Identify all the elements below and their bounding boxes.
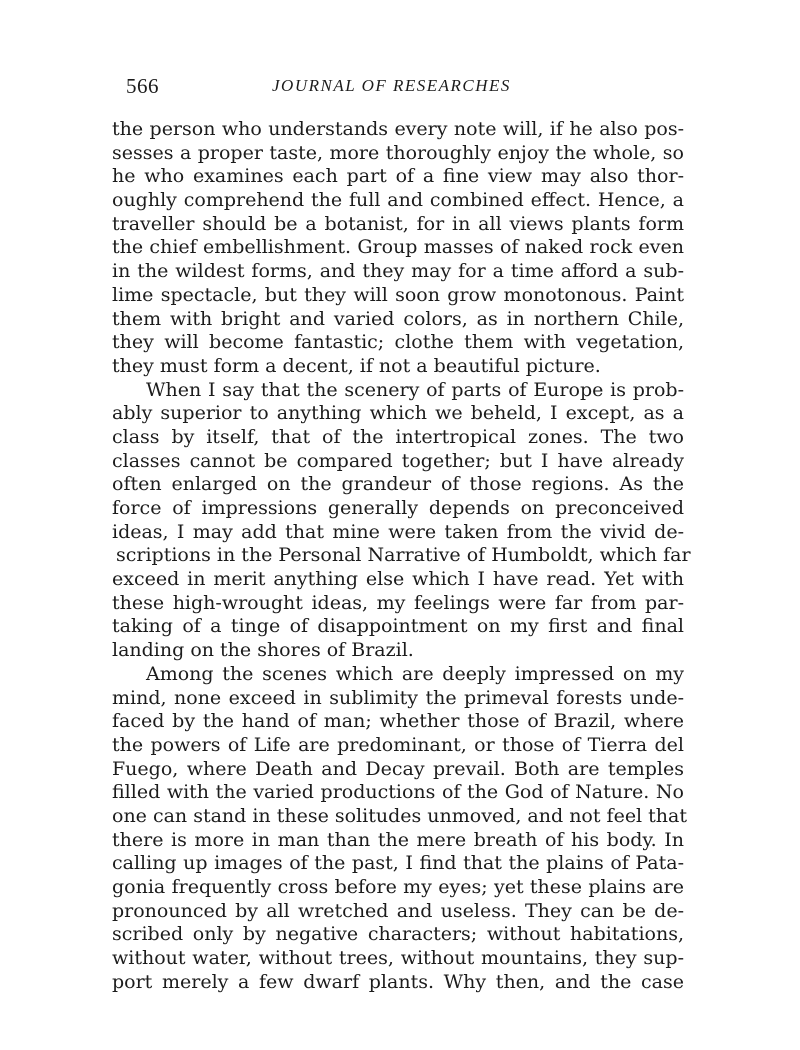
text-line: exceed in merit anything else which I have read. Yet with xyxy=(112,568,684,591)
text-line: one can stand in these solitudes unmoved, and not feel that xyxy=(112,804,688,827)
body-text xyxy=(112,118,691,994)
text-line: there is more in man than the mere breath of his body. In xyxy=(112,828,684,851)
text-line: faced by the hand of man; whether those of Brazil, where xyxy=(112,710,684,733)
text-line: they must form a decent, if not a beautiful picture. xyxy=(112,354,601,377)
text-line: traveller should be a botanist, for in all views plants form xyxy=(112,212,684,235)
text-line: the chief embellishment. Group masses of naked rock even xyxy=(112,236,684,259)
text-line: without water, without trees, without mountains, they sup- xyxy=(112,947,684,970)
paragraph-first-line: When I say that the scenery of parts of Europe is prob- xyxy=(146,378,684,401)
text-line: port merely a few dwarf plants. Why then, and the case xyxy=(112,970,684,993)
text-line: these high-wrought ideas, my feelings were far from par- xyxy=(112,591,684,614)
text-line: taking of a tinge of disappointment on my first and final xyxy=(112,615,684,638)
text-line: pronounced by all wretched and useless. They can be de- xyxy=(112,899,684,922)
text-line: sesses a proper taste, more thoroughly enjoy the whole, so xyxy=(112,141,684,164)
text-line: oughly comprehend the full and combined effect. Hence, a xyxy=(112,189,684,212)
text-line: in the wildest forms, and they may for a time afford a sub- xyxy=(112,260,684,283)
text-line: the powers of Life are predominant, or those of Tierra del xyxy=(112,733,684,756)
text-line: filled with the varied productions of the God of Nature. No xyxy=(112,781,684,804)
text-line: gonia frequently cross before my eyes; yet these plains are xyxy=(112,876,684,898)
text-line: scriptions in the Personal Narrative of Humboldt, which far xyxy=(116,544,691,567)
text-line: often enlarged on the grandeur of those regions. As the xyxy=(112,473,684,496)
text-line: he who examines each part of a fine view may also thor- xyxy=(112,165,684,188)
page-number: 566 xyxy=(126,74,159,98)
text-line: mind, none exceed in sublimity the primeval forests unde- xyxy=(112,686,684,709)
text-line: they will become fantastic; clothe them with vegetation, xyxy=(112,331,684,354)
text-line: classes cannot be compared together; but I have already xyxy=(112,449,684,472)
text-line: landing on the shores of Brazil. xyxy=(112,639,414,662)
running-title: JOURNAL OF RESEARCHES xyxy=(272,76,511,95)
text-line: force of impressions generally depends on preconceived xyxy=(112,497,684,519)
text-line: them with bright and varied colors, as in northern Chile, xyxy=(112,307,684,330)
text-line: lime spectacle, but they will soon grow monotonous. Paint xyxy=(112,283,684,306)
text-line: scribed only by negative characters; without habitations, xyxy=(112,923,684,946)
text-line: Fuego, where Death and Decay prevail. Both are temples xyxy=(112,757,684,780)
paragraph-first-line: Among the scenes which are deeply impressed on my xyxy=(146,662,684,685)
text-line: class by itself, that of the intertropical zones. The two xyxy=(112,425,684,448)
text-line: ably superior to anything which we beheld, I except, as a xyxy=(112,402,684,425)
text-line: ideas, I may add that mine were taken from the vivid de- xyxy=(112,520,684,543)
text-line: the person who understands every note will, if he also pos- xyxy=(112,118,684,140)
text-line: calling up images of the past, I find that the plains of Pata- xyxy=(112,852,684,875)
page-header xyxy=(126,74,686,102)
